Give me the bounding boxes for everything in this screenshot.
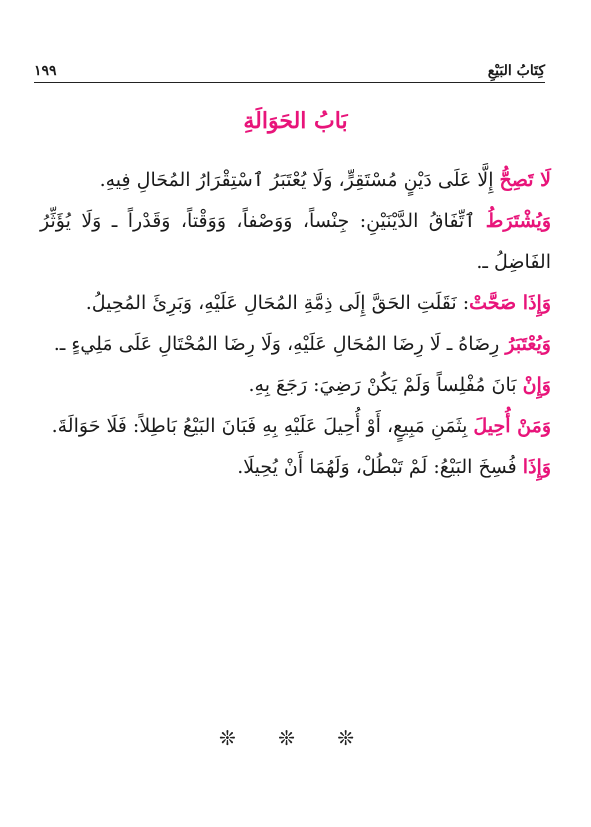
paragraph-text: بَانَ مُفْلِساً وَلَمْ يَكُنْ رَضِيَ: رَجَعَ بِهِ. — [248, 374, 523, 396]
paragraph — [40, 283, 551, 324]
paragraph — [40, 160, 551, 201]
paragraph-text: : نَقَلَتِ الحَقَّ إِلَى ذِمَّةِ المُحَالِ عَلَيْهِ، وَبَرِئَ المُحِيلُ. — [85, 292, 470, 314]
paragraph-text: ٱتِّفَاقُ الدَّيْنَيْنِ: جِنْساً، وَوَصْفاً، وَوَقْتاً، وَقَدْراً ـ وَلَا يُؤَثِّرُ الفَاضِلُ ـ. — [40, 210, 551, 273]
paragraph-keyword: وَيُشْتَرَطُ — [485, 210, 551, 232]
chapter-title: بَابُ الحَوَالَةِ — [243, 108, 348, 134]
paragraph-text: رِضَاهُ ـ لَا رِضَا المُحَالِ عَلَيْهِ، وَلَا رِضَا المُحْتَالِ عَلَى مَلِيءٍ ـ. — [53, 333, 506, 355]
paragraph-text: إِلَّا عَلَى دَيْنٍ مُسْتَقِرٍّ، وَلَا يُعْتَبَرُ ٱسْتِقْرَارُ المُحَالِ فِيهِ. — [99, 169, 500, 191]
paragraph-keyword: وَإِنْ — [522, 374, 551, 396]
paragraph-keyword: وَإِذَا — [522, 456, 551, 478]
paragraph — [40, 201, 551, 283]
paragraph — [40, 406, 551, 447]
body-text — [40, 160, 551, 488]
paragraph-text: فُسِخَ البَيْعُ: لَمْ تَبْطُلْ، وَلَهُمَا أَنْ يُحِيلَا. — [237, 456, 523, 478]
running-title: كِتَابُ البَيْعِ — [487, 63, 545, 79]
page-number: ١٩٩ — [34, 63, 57, 79]
paragraph-text: بِثَمَنِ مَبِيعٍ، أَوْ أُحِيلَ عَلَيْهِ بِهِ فَبَانَ البَيْعُ بَاطِلاً: فَلَا حَوَالَةَ. — [51, 415, 474, 437]
paragraph — [40, 365, 551, 406]
paragraph-keyword: وَيُعْتَبَرُ — [505, 333, 551, 355]
section-end-ornament: ❊ ❊ ❊ — [219, 726, 372, 750]
paragraph — [40, 447, 551, 488]
paragraph-keyword: وَإِذَا صَحَّتْ — [469, 292, 551, 314]
paragraph-keyword: لَا تَصِحُّ — [499, 169, 551, 191]
page-header — [34, 58, 545, 83]
paragraph — [40, 324, 551, 365]
paragraph-keyword: وَمَنْ أُحِيلَ — [473, 415, 551, 437]
